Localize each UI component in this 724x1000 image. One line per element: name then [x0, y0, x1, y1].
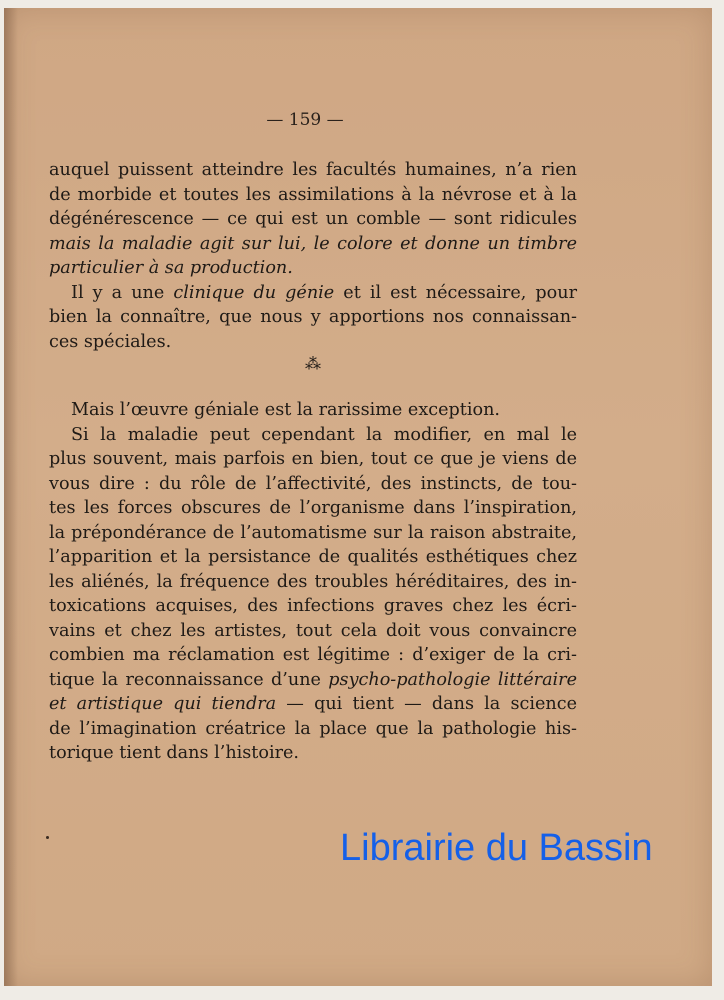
paragraph-4-line-5: la prépondérance de l’automatisme sur la raison abstraite,	[49, 522, 577, 543]
paragraph-4-line-6: l’apparition et la persistance de qualités esthétiques chez	[49, 547, 577, 567]
paragraph-4-line-12-italic: et artistique qui tiendra	[49, 694, 277, 714]
paragraph-4-line-8: toxications acquises, des infections graves chez les écri-	[49, 596, 577, 616]
paragraph-2-italic: clinique du génie	[173, 282, 335, 303]
gutter-shadow	[4, 8, 18, 986]
watermark-text: Librairie du Bassin	[340, 827, 653, 869]
paragraph-1-italic-line-4: mais la maladie agit sur lui, le colore et donne un timbre	[49, 233, 577, 254]
body-text	[49, 158, 577, 766]
paragraph-2-text-start: Il y a une	[71, 282, 174, 303]
paragraph-1-line-4	[49, 232, 577, 257]
paragraph-1-line-3: dégénérescence — ce qui est un comble — sont ridicules	[49, 209, 577, 229]
paragraph-2-line-3: ces spéciales.	[49, 331, 172, 352]
paragraph-4-line-12-text: — qui tient — dans la science	[276, 694, 577, 714]
paragraph-4-line-7: les aliénés, la fréquence des troubles héréditaires, des in-	[49, 571, 577, 592]
paragraph-2-line-2: bien la connaître, que nous y apportions nos connaissan-	[49, 307, 577, 327]
paragraph-2-text-end: et il est nécessaire, pour	[334, 282, 578, 303]
paragraph-1-line-5	[49, 256, 577, 281]
paragraph-4-line-10: combien ma réclamation est légitime : d’exiger de la cri-	[49, 645, 577, 665]
asterism: ⁂	[305, 354, 321, 373]
paragraph-3-line-1: Mais l’œuvre géniale est la rarissime exception.	[71, 400, 501, 420]
paragraph-4-line-9: vains et chez les artistes, tout cela doit vous convaincre	[49, 620, 577, 641]
paragraph-4-line-14: torique tient dans l’histoire.	[49, 743, 300, 763]
paragraph-1-line-2: de morbide et toutes les assimilations à la névrose et à la	[49, 184, 577, 205]
paragraph-4-line-13: de l’imagination créatrice la place que la pathologie his-	[49, 718, 577, 739]
paragraph-4-line-11-text: tique la reconnaissance d’une	[49, 669, 329, 690]
paragraph-4-line-1: Si la maladie peut cependant la modifier, en mal le	[71, 424, 577, 445]
paragraph-4-line-11	[49, 668, 577, 693]
page-number: — 159 —	[266, 110, 344, 130]
paragraph-4-line-3: vous dire : du rôle de l’affectivité, des instincts, de tou-	[49, 473, 577, 494]
ink-speck	[46, 836, 49, 839]
paragraph-1-line-1: auquel puissent atteindre les facultés humaines, n’a rien	[49, 160, 577, 180]
paragraph-1-italic-line-5: particulier à sa production.	[49, 258, 293, 278]
paragraph-4-line-2: plus souvent, mais parfois en bien, tout ce que je viens de	[49, 449, 577, 469]
paragraph-4-line-4: tes les forces obscures de l’organisme dans l’inspiration,	[49, 498, 577, 518]
paragraph-4-line-11-italic: psycho-pathologie littéraire	[328, 669, 578, 690]
paragraph-4-line-12	[49, 692, 577, 717]
paragraph-2-line-1	[49, 281, 577, 306]
